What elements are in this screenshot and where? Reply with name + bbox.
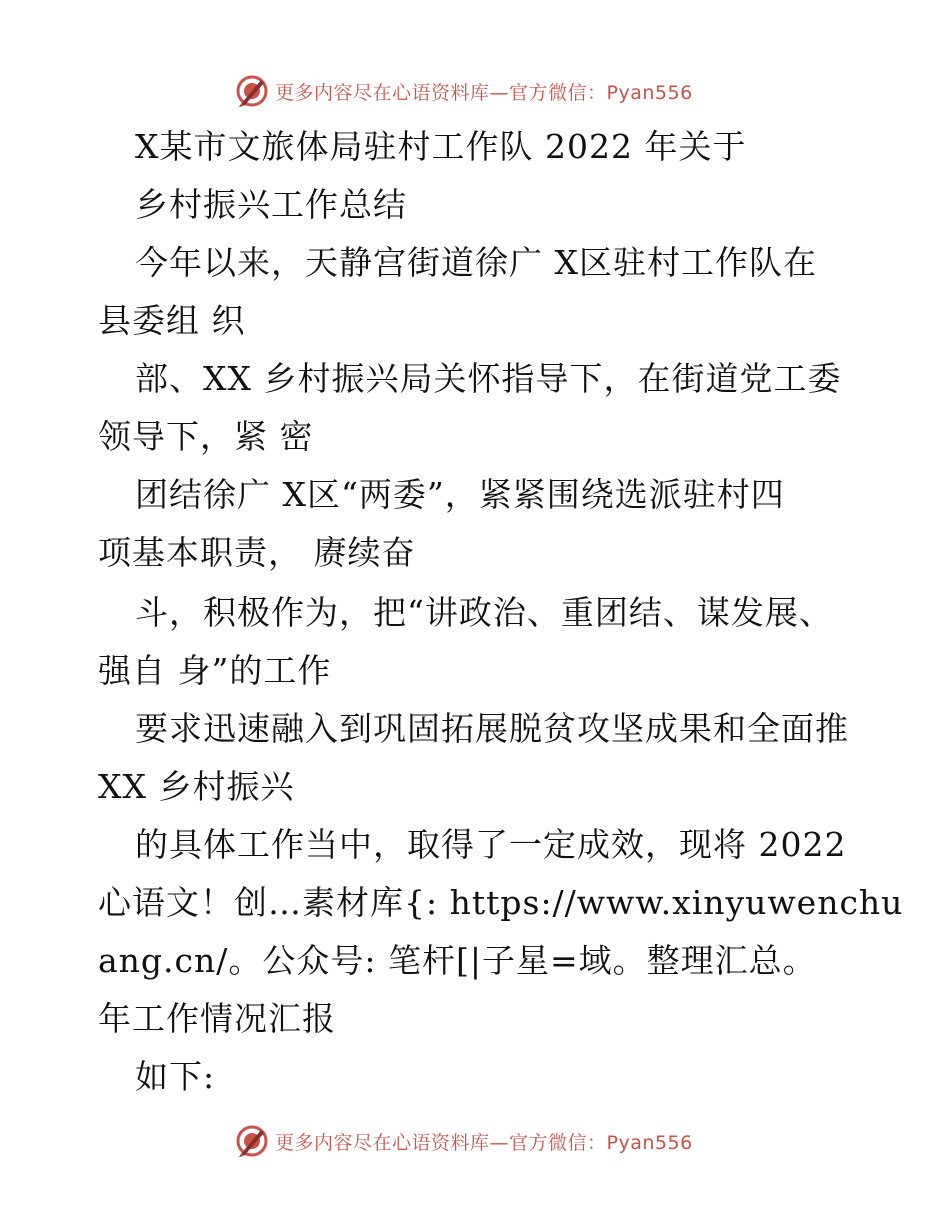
body-line: 今年以来，天静宫街道徐广 X区驻村工作队在 — [135, 243, 817, 282]
pen-logo-icon — [235, 1124, 269, 1158]
body-line: 年工作情况汇报 — [98, 999, 336, 1038]
watermark-inline-line: 心语文！创…素材库{: https://www.xinyuwenchu — [98, 883, 904, 922]
body-line: 如下: — [135, 1057, 216, 1096]
body-line: 要求迅速融入到巩固拓展脱贫攻坚成果和全面推 — [135, 709, 849, 748]
watermark-text-top: 更多内容尽在心语资料库—官方微信：Pyan556 — [275, 81, 693, 104]
pen-logo-icon — [235, 74, 269, 108]
body-line: 领导下，紧 密 — [98, 417, 314, 456]
body-line: 斗，积极作为，把“讲政治、重团结、谋发展、 — [135, 593, 833, 632]
watermark-text-bottom: 更多内容尽在心语资料库—官方微信：Pyan556 — [275, 1131, 693, 1154]
doc-title-line-2: 乡村振兴工作总结 — [135, 185, 407, 224]
doc-title-line-1: X某市文旅体局驻村工作队 2022 年关于 — [135, 127, 747, 166]
watermark-banner-bottom — [235, 1124, 693, 1158]
body-line: 部、XX 乡村振兴局关怀指导下，在街道党工委 — [135, 359, 842, 398]
body-line: 县委组 织 — [98, 301, 246, 340]
body-line: XX 乡村振兴 — [98, 767, 295, 806]
watermark-inline-line: ang.cn/。公众号: 笔杆[|子星=域。整理汇总。 — [98, 941, 817, 980]
body-line: 的具体工作当中，取得了一定成效，现将 2022 — [135, 825, 847, 864]
body-line: 项基本职责， 赓续奋 — [98, 533, 416, 572]
body-line: 强自 身”的工作 — [98, 651, 332, 690]
body-line: 团结徐广 X区“两委”，紧紧围绕选派驻村四 — [135, 475, 785, 514]
watermark-banner-top — [235, 74, 693, 108]
